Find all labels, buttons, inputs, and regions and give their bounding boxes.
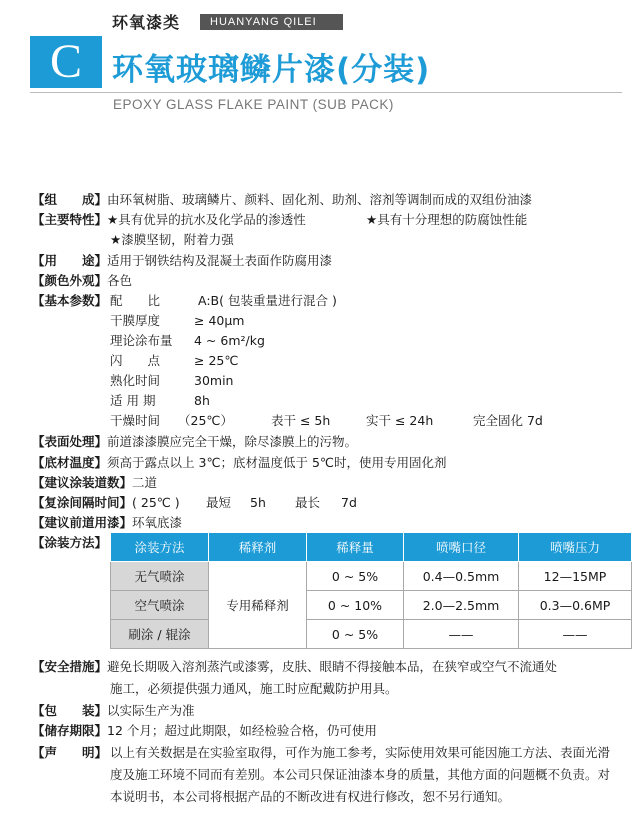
product-subtitle: EPOXY GLASS FLAKE PAINT (SUB PACK) — [113, 97, 394, 112]
table-cell-amount: 0 ~ 10% — [307, 591, 404, 620]
param-film — [110, 312, 244, 330]
table-cell-pressure: 12—15MP — [519, 562, 632, 591]
param-ratio-name: 配 比 — [110, 293, 161, 308]
params-row — [32, 292, 107, 310]
param-pot — [110, 392, 210, 410]
interval-min-value: 5h — [250, 495, 266, 510]
table-header-cell: 稀释量 — [307, 533, 404, 562]
param-dry-full: 完全固化 7d — [473, 413, 543, 428]
table-cell-thinner: 专用稀释剂 — [209, 562, 307, 649]
param-coverage — [110, 332, 265, 350]
safety-line-1: 避免长期吸入溶剂蒸汽或漆雾，皮肤、眼睛不得接触本品，在狭窄或空气不流通处 — [107, 659, 558, 674]
param-dry — [110, 412, 543, 430]
interval-min-label: 最短 — [206, 495, 232, 510]
param-cure — [110, 372, 233, 390]
table-header-cell: 喷嘴压力 — [519, 533, 632, 562]
statement-label: 【声 明】 — [32, 745, 108, 760]
param-dry-surface: 表干 ≤ 5h — [271, 413, 331, 428]
interval-temp: ( 25℃ ) — [132, 495, 180, 510]
feature-item-1: ★具有优异的抗水及化学品的渗透性 — [107, 212, 306, 227]
usage-value: 适用于钢铁结构及混凝土表面作防腐用漆 — [107, 253, 333, 268]
table-cell-amount: 0 ~ 5% — [307, 620, 404, 649]
substrate-row — [32, 454, 446, 472]
feature-item-2: ★具有十分理想的防腐蚀性能 — [366, 212, 528, 227]
product-title: 环氧玻璃鳞片漆(分装) — [112, 52, 431, 88]
param-cure-name: 熟化时间 — [110, 373, 161, 388]
usage-label: 【用 途】 — [32, 253, 108, 268]
primer-row — [32, 514, 182, 532]
usage-row — [32, 252, 332, 270]
substrate-value: 须高于露点以上 3℃；底材温度低于 5℃时，使用专用固化剂 — [107, 455, 447, 470]
table-cell-method: 刷涂 / 辊涂 — [111, 620, 209, 649]
param-dry-name: 干燥时间 — [110, 413, 161, 428]
statement-text: 以上有关数据是在实验室取得，可作为施工参考，实际使用效果可能因施工方法、表面光滑度及施工环境不同而有差别。本公司只保证油漆本身的质量，其他方面的问题概不负责。对本说明书，本公司将根据产品的不断改进有权进行修改，恕不另行通知。 — [110, 745, 611, 804]
composition-value: 由环氧树脂、玻璃鳞片、颜料、固化剂、助剂、溶剂等调制而成的双组份油漆 — [107, 192, 533, 207]
table-header-cell: 涂装方法 — [111, 533, 209, 562]
param-ratio-value: A:B( 包装重量进行混合 ) — [198, 293, 337, 308]
param-pot-name: 适 用 期 — [110, 393, 156, 408]
params-label: 【基本参数】 — [32, 293, 108, 308]
composition-label: 【组 成】 — [32, 192, 108, 207]
param-flash-value: ≥ 25℃ — [194, 353, 239, 368]
param-cure-value: 30min — [194, 373, 234, 388]
interval-max-label: 最长 — [295, 495, 321, 510]
storage-row — [32, 722, 377, 740]
category-en-tag: HUANYANG QILEI — [200, 14, 343, 30]
color-label: 【颜色外观】 — [32, 273, 108, 288]
safety-label: 【安全措施】 — [32, 659, 108, 674]
table-row — [111, 591, 632, 620]
surface-label: 【表面处理】 — [32, 434, 108, 449]
table-row — [111, 562, 632, 591]
composition-row — [32, 191, 532, 209]
table-cell-pressure: —— — [519, 620, 632, 649]
table-cell-nozzle: —— — [404, 620, 519, 649]
param-film-name: 干膜厚度 — [110, 313, 161, 328]
statement-row — [32, 744, 107, 762]
table-cell-nozzle: 0.4—0.5mm — [404, 562, 519, 591]
features-label: 【主要特性】 — [32, 212, 108, 227]
param-pot-value: 8h — [194, 393, 210, 408]
application-label: 【涂装方法】 — [32, 535, 108, 550]
primer-value: 环氧底漆 — [132, 515, 183, 530]
packaging-value: 以实际生产为准 — [107, 703, 195, 718]
storage-label: 【储存期限】 — [32, 723, 108, 738]
table-cell-pressure: 0.3—0.6MP — [519, 591, 632, 620]
substrate-label: 【底材温度】 — [32, 455, 108, 470]
packaging-label: 【包 装】 — [32, 703, 108, 718]
table-cell-amount: 0 ~ 5% — [307, 562, 404, 591]
param-dry-temp: （25℃） — [178, 413, 233, 428]
param-dry-hard: 实干 ≤ 24h — [366, 413, 434, 428]
param-ratio — [110, 292, 337, 310]
color-value: 各色 — [107, 273, 133, 288]
interval-label: 【复涂间隔时间】 — [32, 495, 133, 510]
safety-line-2: 施工，必须提供强力通风，施工时应配戴防护用具。 — [110, 681, 398, 696]
param-coverage-name: 理论涂布量 — [110, 333, 173, 348]
color-row — [32, 272, 132, 290]
table-header-row — [111, 533, 632, 562]
interval-row — [32, 494, 357, 512]
coats-label: 【建议涂装道数】 — [32, 475, 133, 490]
param-film-value: ≥ 40μm — [194, 313, 245, 328]
section-letter-logo: C — [30, 36, 102, 88]
header-divider — [30, 92, 622, 93]
primer-label: 【建议前道用漆】 — [32, 515, 133, 530]
features-row — [32, 211, 306, 229]
storage-value: 12 个月；超过此期限，如经检验合格，仍可使用 — [107, 723, 377, 738]
param-flash — [110, 352, 238, 370]
safety-row — [32, 658, 557, 676]
application-table — [110, 532, 632, 649]
param-flash-name: 闪 点 — [110, 353, 161, 368]
coats-row — [32, 474, 157, 492]
application-row — [32, 534, 107, 552]
surface-value: 前道漆漆膜应完全干燥，除尽漆膜上的污物。 — [107, 434, 358, 449]
table-header-cell: 喷嘴口径 — [404, 533, 519, 562]
table-row — [111, 620, 632, 649]
category-title: 环氧漆类 — [112, 13, 181, 32]
param-coverage-value: 4 ~ 6m²/kg — [194, 333, 265, 348]
feature-item-3: ★漆膜坚韧，附着力强 — [110, 232, 234, 247]
table-header-cell: 稀释剂 — [209, 533, 307, 562]
coats-value: 二道 — [132, 475, 158, 490]
packaging-row — [32, 702, 195, 720]
interval-max-value: 7d — [341, 495, 357, 510]
surface-row — [32, 433, 357, 451]
table-cell-method: 无气喷涂 — [111, 562, 209, 591]
table-cell-nozzle: 2.0—2.5mm — [404, 591, 519, 620]
table-cell-method: 空气喷涂 — [111, 591, 209, 620]
